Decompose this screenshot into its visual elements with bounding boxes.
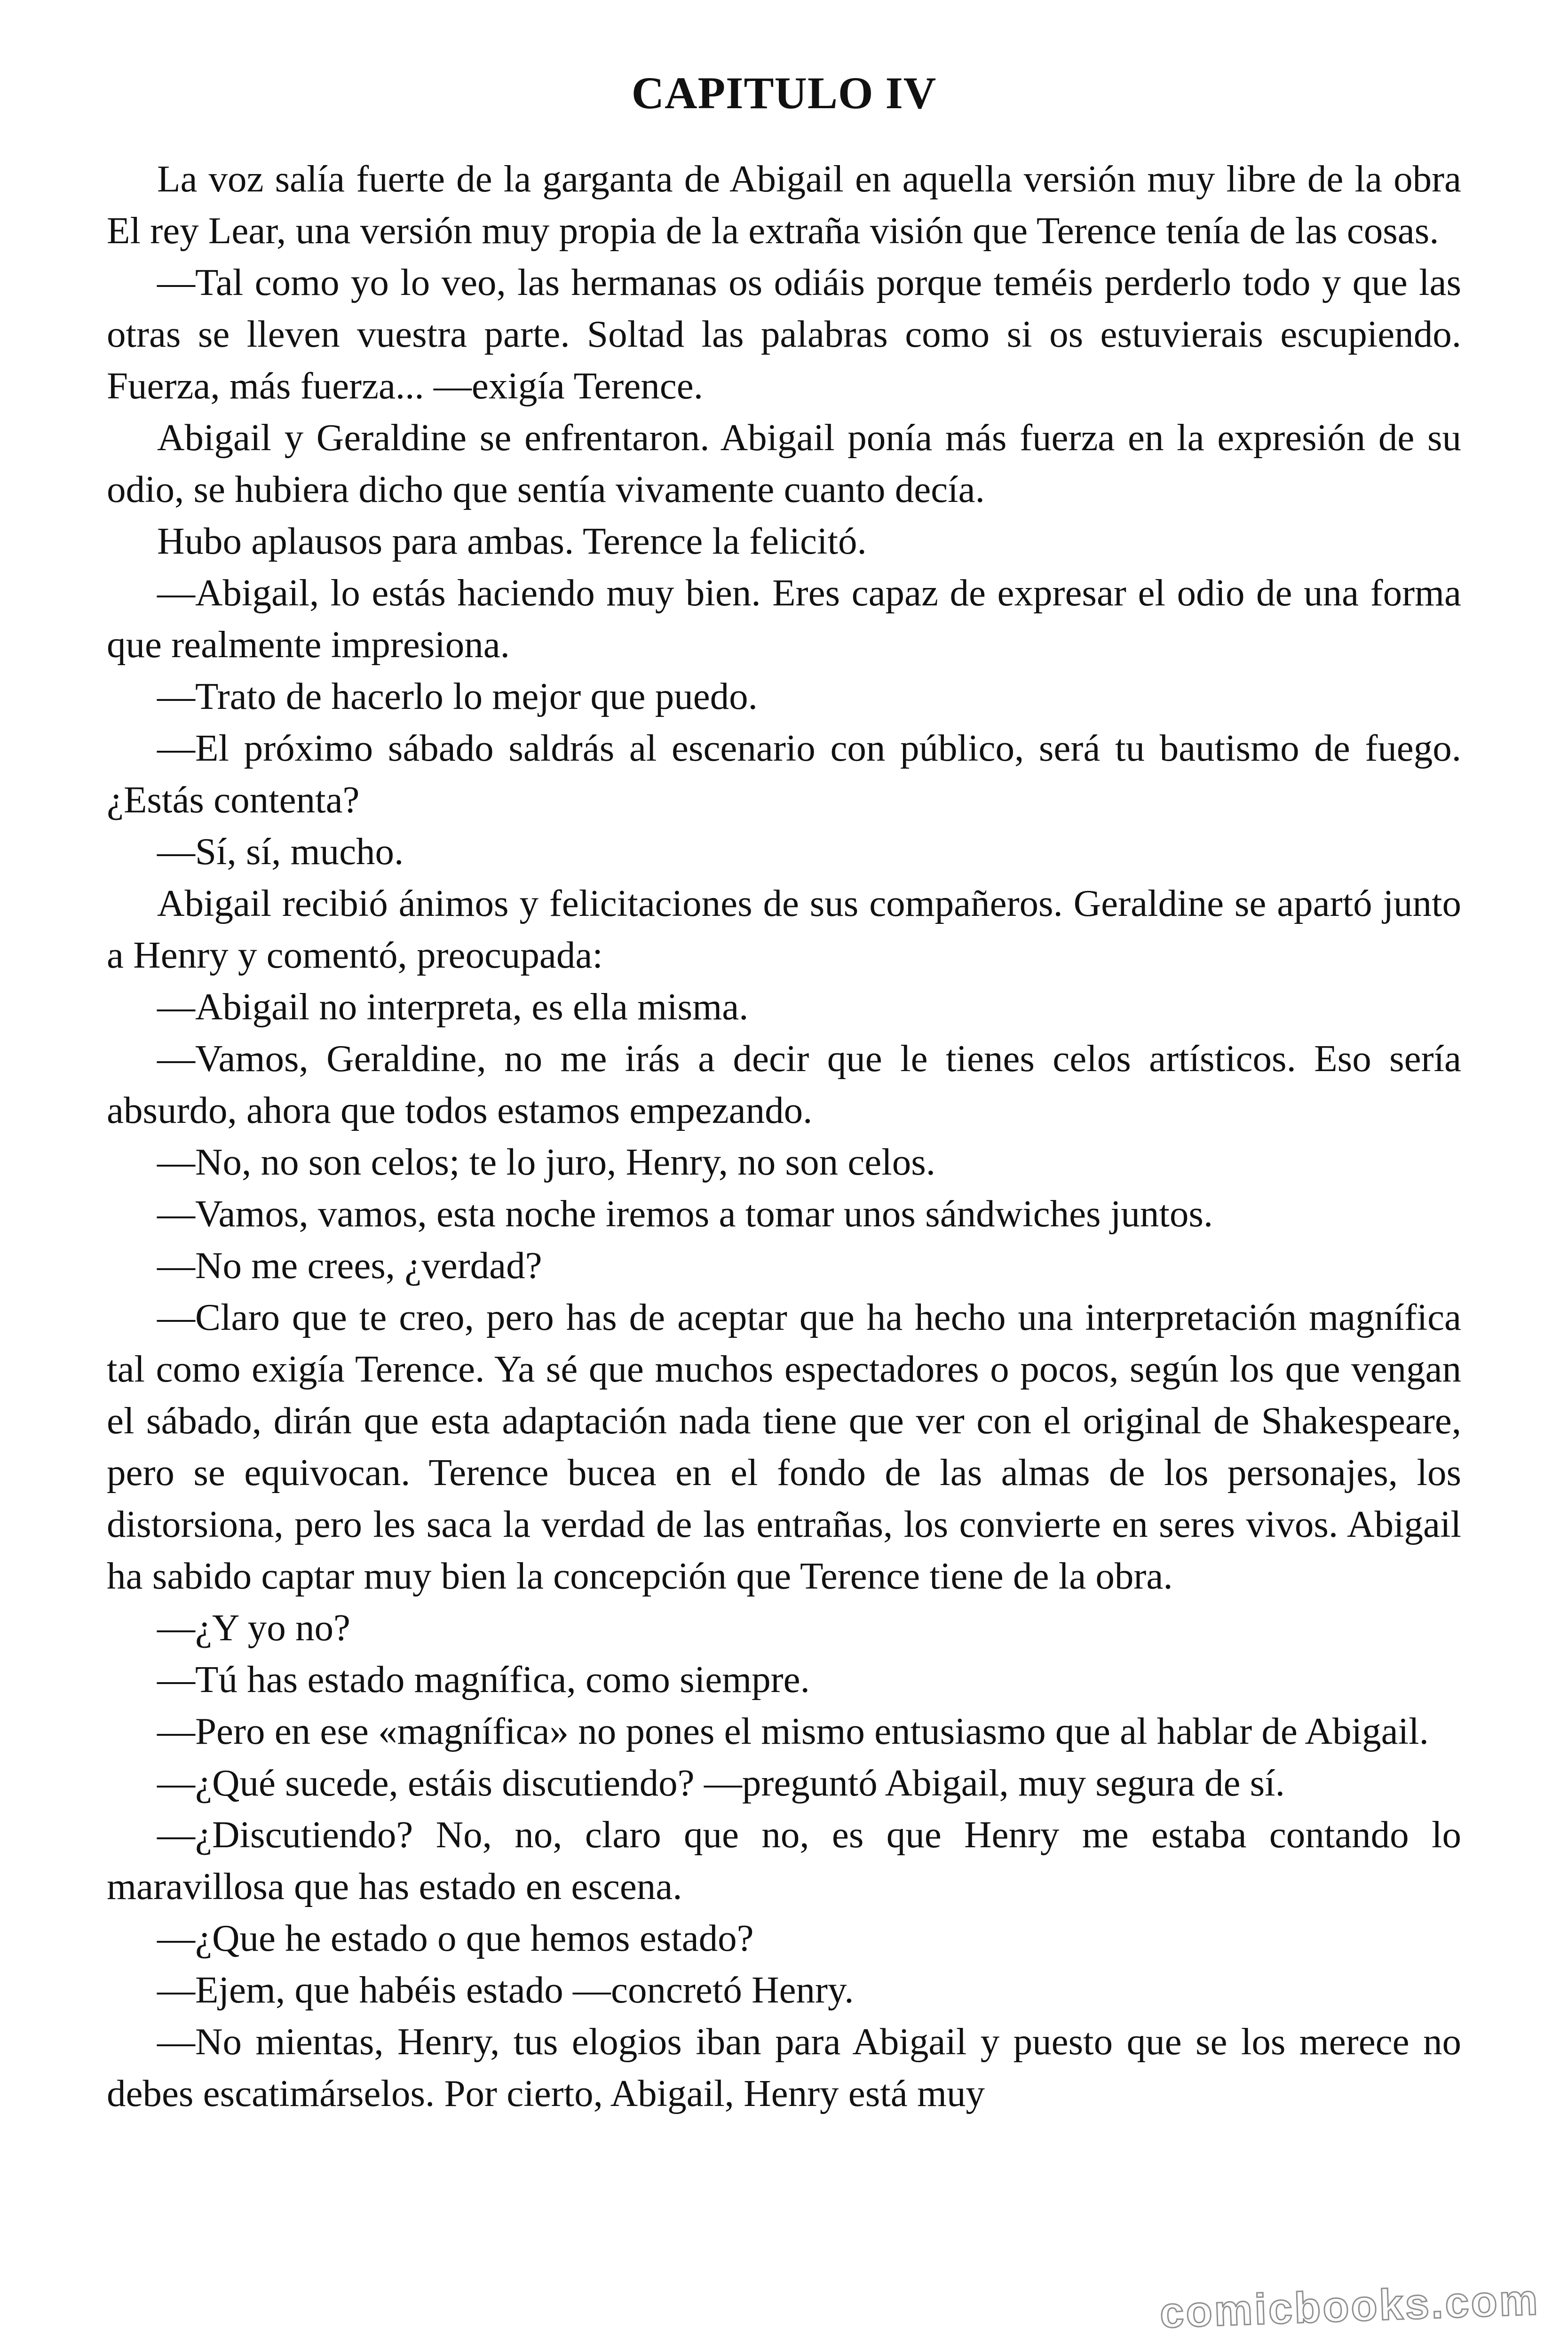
chapter-title: CAPITULO IV [631,68,937,118]
paragraph: —Sí, sí, mucho. [157,830,404,873]
paragraph: —Abigail no interpreta, es ella misma. [157,985,749,1028]
paragraph: —Tú has estado magnífica, como siempre. [157,1658,810,1701]
chapter-body [107,153,1461,2119]
paragraph: Abigail y Geraldine se enfrentaron. Abigail ponía más fuerza en la expresión de su odio, se hubiera dicho que sentía vivamente cuanto decía. [107,416,1461,511]
paragraph: —El próximo sábado saldrás al escenario con público, será tu bautismo de fuego. ¿Estás contenta? [107,727,1461,821]
paragraph: —Vamos, vamos, esta noche iremos a tomar unos sándwiches juntos. [157,1192,1213,1235]
paragraph: La voz salía fuerte de la garganta de Abigail en aquella versión muy libre de la obra El rey Lear, una versión muy propia de la extraña visión que Terence tenía de las cosas. [107,158,1461,252]
paragraph: —¿Discutiendo? No, no, claro que no, es que Henry me estaba contando lo maravillosa que has estado en escena. [107,1813,1461,1908]
paragraph: —No me crees, ¿verdad? [157,1244,542,1287]
paragraph: —Abigail, lo estás haciendo muy bien. Eres capaz de expresar el odio de una forma que realmente impresiona. [107,572,1461,666]
paragraph: —Vamos, Geraldine, no me irás a decir que le tienes celos artísticos. Eso sería absurdo, ahora que todos estamos empezando. [107,1037,1461,1132]
watermark-logo: comicbooks.com [1159,2275,1541,2337]
paragraph: —Pero en ese «magnífica» no pones el mismo entusiasmo que al hablar de Abigail. [157,1710,1429,1753]
paragraph: —¿Qué sucede, estáis discutiendo? —preguntó Abigail, muy segura de sí. [157,1762,1285,1804]
paragraph: —Trato de hacerlo lo mejor que puedo. [157,675,758,718]
paragraph: —Ejem, que habéis estado —concretó Henry. [157,1969,854,2011]
paragraph: Abigail recibió ánimos y felicitaciones de sus compañeros. Geraldine se apartó junto a Henry y comentó, preocupada: [107,882,1461,977]
paragraph: —No, no son celos; te lo juro, Henry, no son celos. [157,1141,936,1184]
paragraph: —¿Que he estado o que hemos estado? [157,1917,754,1960]
paragraph: —¿Y yo no? [157,1606,350,1649]
paragraph: —Tal como yo lo veo, las hermanas os odiáis porque teméis perderlo todo y que las otras se lleven vuestra parte. Soltad las palabras como si os estuvierais escupiendo. Fuerza, más fuerza... —exigía Terence. [107,261,1461,407]
paragraph: Hubo aplausos para ambas. Terence la felicitó. [157,520,867,563]
paragraph: —Claro que te creo, pero has de aceptar que ha hecho una interpretación magnífica tal como exigía Terence. Ya sé que muchos espectadores o pocos, según los que vengan el sábado, dirán que esta adaptación nada tiene que ver con el original de Shakespeare, pero se equivocan. Terence bucea en el fondo de las almas de los personajes, los distorsiona, pero les saca la verdad de las entrañas, los convierte en seres vivos. Abigail ha sabido captar muy bien la concepción que Terence tiene de la obra. [107,1296,1461,1597]
paragraph: —No mientas, Henry, tus elogios iban para Abigail y puesto que se los merece no debes escatimárselos. Por cierto, Abigail, Henry está muy [107,2020,1461,2115]
